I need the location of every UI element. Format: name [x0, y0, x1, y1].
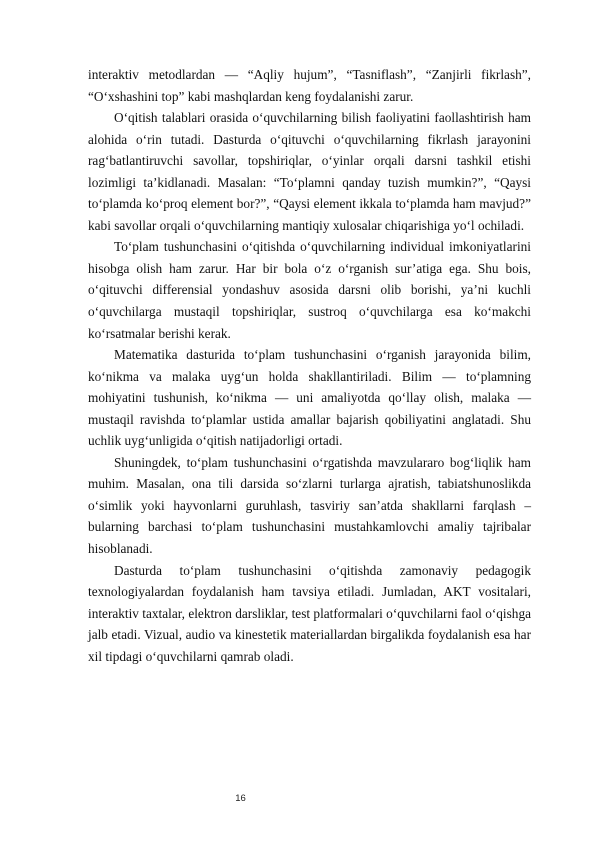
paragraph-cognitive-activity: O‘qitish talablari orasida o‘quvchilarning bilish faoliyatini faollashtirish ham alohida o‘rin tutadi. Dasturda o‘qituvchi o‘quvchilarning fikrlash jarayonini rag‘batlantiruvchi savollar, topshiriqlar, o‘yinlar orqali darsni tashkil etishi lozimligi ta’kidlanadi. Masalan: “To‘plamni qanday tuzish mumkin?”, “Qaysi to‘plamda ko‘proq element bor?”, “Qaysi element ikkala to‘plamda ham mavjud?” kabi savollar orqali o‘quvchilarning mantiqiy xulosalar chiqarishiga yo‘l ochiladi.	[88, 110, 531, 233]
page-number	[0, 793, 595, 804]
document-body	[88, 64, 531, 667]
paragraph-individual-abilities: To‘plam tushunchasini o‘qitishda o‘quvchilarning individual imkoniyatlarini hisobga olish ham zarur. Har bir bola o‘z o‘rganish sur’atiga ega. Shu bois, o‘qituvchi differensial yondashuv asosida darsni olib borishi, ya’ni kuchli o‘quvchilarga mustaqil topshiriqlar, sustroq o‘quvchilarga esa ko‘makchi ko‘rsatmalar berishi kerak.	[88, 239, 531, 341]
paragraph-modern-technologies: Dasturda to‘plam tushunchasini o‘qitishda zamonaviy pedagogik texnologiyalardan foydalanish ham tavsiya etiladi. Jumladan, AKT vositalari, interaktiv taxtalar, elektron darsliklar, test platformalari o‘quvchilarni faol o‘qishga jalb etadi. Vizual, audio va kinestetik materiallardan birgalikda foydalanish esa har xil tipdagi o‘quvchilarni qamrab oladi.	[88, 562, 531, 664]
page-number-label: 16	[235, 793, 246, 804]
paragraph-continuation: interaktiv metodlardan — “Aqliy hujum”, “Tasniflash”, “Zanjirli fikrlash”, “O‘xshashini top” kabi mashqlardan keng foydalanishi zarur.	[88, 67, 531, 104]
paragraph-knowledge-skills: Matematika dasturida to‘plam tushunchasini o‘rganish jarayonida bilim, ko‘nikma va malaka uyg‘un holda shakllantiriladi. Bilim — to‘plamning mohiyatini tushunish, ko‘nikma — uni amaliyotda qo‘llay olish, malaka — mustaqil ravishda to‘plamlar ustida amallar bajarish qobiliyatini anglatadi. Shu uchlik uyg‘unligida o‘qitish natijadorligi ortadi.	[88, 347, 531, 449]
paragraph-interdisciplinary: Shuningdek, to‘plam tushunchasini o‘rgatishda mavzulararo bog‘liqlik ham muhim. Masalan, ona tili darsida so‘zlarni turlarga ajratish, tabiatshunoslikda o‘simlik yoki hayvonlarni guruhlash, tasviriy san’atda shakllarni farqlash – bularning barchasi to‘plam tushunchasini mustahkamlovchi amaliy tajribalar hisoblanadi.	[88, 454, 531, 557]
